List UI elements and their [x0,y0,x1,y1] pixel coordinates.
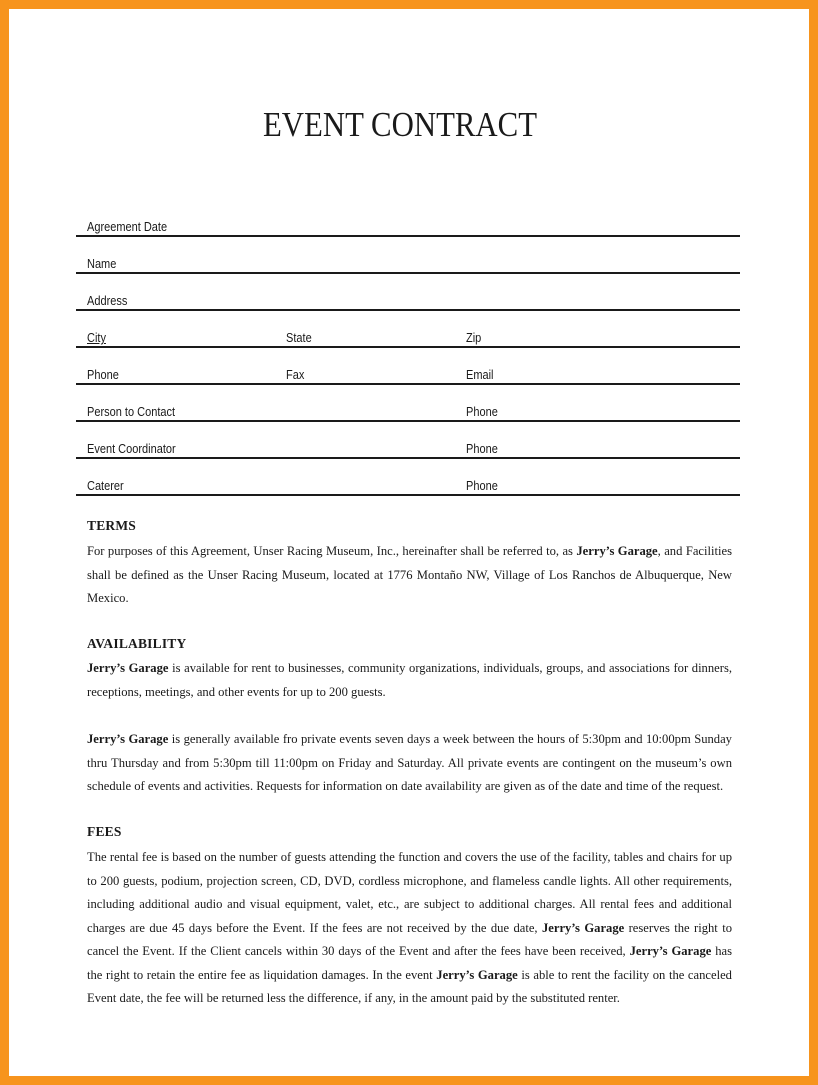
contact-form [76,200,740,496]
email-label: Email [466,368,494,382]
fees-text-4: is able to rent the facility on the canceled Event date, the fee will be returned less the difference, if any, in the amount paid by the substituted renter. [87,967,732,1005]
availability-text-1: is available for rent to businesses, community organizations, individuals, groups, and associations for dinners, receptions, meetings, and other events for up to 200 guests. [87,661,732,699]
availability-text-2: is generally available fro private events seven days a week between the hours of 5:30pm and 10:00pm Sunday thru Thursday and from 5:30pm till 11:00pm on Friday and Saturday. All private events are contingent on the museum’s own schedule of events and activities. Requests for information on date availability are given as of the date and time of the request. [87,732,732,793]
city-label: City [87,331,106,345]
address-row[interactable] [76,274,740,311]
availability-heading: AVAILABILITY [87,636,187,651]
availability-section [87,657,732,704]
contact-phone-label: Phone [466,405,498,419]
fees-bold-2: Jerry’s Garage [629,944,712,958]
terms-text-a: For purposes of this Agreement, Unser Racing Museum, Inc., hereinafter shall be referred to, as [87,544,577,558]
fees-bold-3: Jerry’s Garage [436,967,518,982]
terms-text-b: , and Facilities shall be defined as the Unser Racing Museum, located at 1776 Montaño NW, Village of Los Ranchos de Albuquerque, New Mexico. [87,544,732,605]
availability-paragraph-1 [87,657,732,704]
state-label: State [286,331,312,345]
fees-text-2: reserves the right to cancel the Event. If the Client cancels within 30 days of the Event and after the fees have been received, [87,920,732,958]
address-label: Address [87,294,128,308]
terms-heading: TERMS [87,518,137,533]
zip-label: Zip [466,331,482,345]
availability-bold-1: Jerry’s Garage [87,661,169,675]
fees-bold-1: Jerry’s Garage [541,920,625,935]
availability-section-2 [87,728,732,799]
terms-bold: Jerry’s Garage [576,544,658,558]
phone-label: Phone [87,368,119,382]
agreement-date-row[interactable] [76,200,740,237]
availability-bold-2: Jerry’s Garage [87,732,169,746]
terms-section [87,540,732,611]
name-row[interactable] [76,237,740,274]
fees-section [87,846,732,1011]
caterer-phone-label: Phone [466,479,498,493]
terms-paragraph [87,540,732,611]
person-to-contact-row[interactable] [76,385,740,422]
page-title: EVENT CONTRACT [262,105,538,144]
coordinator-phone-label: Phone [466,442,498,456]
phone-fax-email-row[interactable] [76,348,740,385]
fees-heading: FEES [87,824,122,839]
city-state-zip-row[interactable] [76,311,740,348]
fees-text-3: has the right to retain the entire fee as liquidation damages. In the event [87,944,732,982]
fax-label: Fax [286,368,305,382]
caterer-row[interactable] [76,459,740,496]
event-coordinator-label: Event Coordinator [87,442,176,456]
caterer-label: Caterer [87,479,124,493]
agreement-date-label: Agreement Date [87,220,168,234]
fees-paragraph [87,846,732,1011]
event-coordinator-row[interactable] [76,422,740,459]
fees-text-1: The rental fee is based on the number of guests attending the function and covers the use of the facility, tables and chairs for up to 200 guests, podium, projection screen, CD, DVD, cordless microphone, and flameless candle lights. All other requirements, including additional audio and visual equipment, valet, etc., are subject to additional charges. All rental fees and additional charges are due 45 days before the Event. If the fees are not received by the due date, [87,850,732,935]
name-label: Name [87,257,117,271]
availability-paragraph-2 [87,728,732,799]
person-to-contact-label: Person to Contact [87,405,176,419]
